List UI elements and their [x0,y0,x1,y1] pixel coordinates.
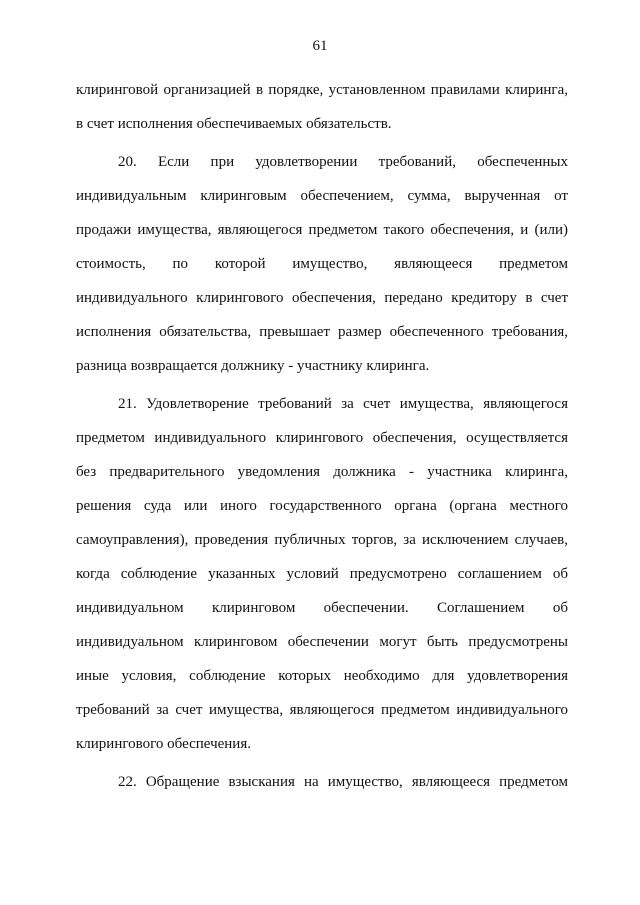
text-line: индивидуальным клиринговым обеспечением, сумма, вырученная от [76,188,568,204]
text-line: 22. Обращение взыскания на имущество, являющееся предметом [118,774,568,790]
text-line: индивидуальном клиринговом обеспечении могут быть предусмотрены [76,634,568,650]
text-line: стоимость, по которой имущество, являющееся предметом [76,256,568,272]
text-line: иные условия, соблюдение которых необходимо для удовлетворения [76,668,568,684]
text-line: самоуправления), проведения публичных торгов, за исключением случаев, [76,532,568,548]
text-line: клиринговой организацией в порядке, установленном правилами клиринга, [76,82,568,98]
text-line: индивидуального клирингового обеспечения, передано кредитору в счет [76,290,568,306]
text-line: клирингового обеспечения. [76,736,251,752]
text-line: требований за счет имущества, являющегося предметом индивидуального [76,702,568,718]
text-line: 20. Если при удовлетворении требований, обеспеченных [118,154,568,170]
text-line: в счет исполнения обеспечиваемых обязательств. [76,116,392,132]
page-number: 61 [312,38,328,54]
text-line: 21. Удовлетворение требований за счет имущества, являющегося [118,396,568,412]
text-line: без предварительного уведомления должника - участника клиринга, [76,464,568,480]
text-line: предметом индивидуального клирингового обеспечения, осуществляется [76,430,568,446]
text-line: решения суда или иного государственного органа (органа местного [76,498,568,514]
text-line: индивидуальном клиринговом обеспечении. Соглашением об [76,600,568,616]
text-line: исполнения обязательства, превышает размер обеспеченного требования, [76,324,568,340]
text-line: разница возвращается должнику - участнику клиринга. [76,358,430,374]
text-line: продажи имущества, являющегося предметом такого обеспечения, и (или) [76,222,568,238]
text-line: когда соблюдение указанных условий предусмотрено соглашением об [76,566,568,582]
